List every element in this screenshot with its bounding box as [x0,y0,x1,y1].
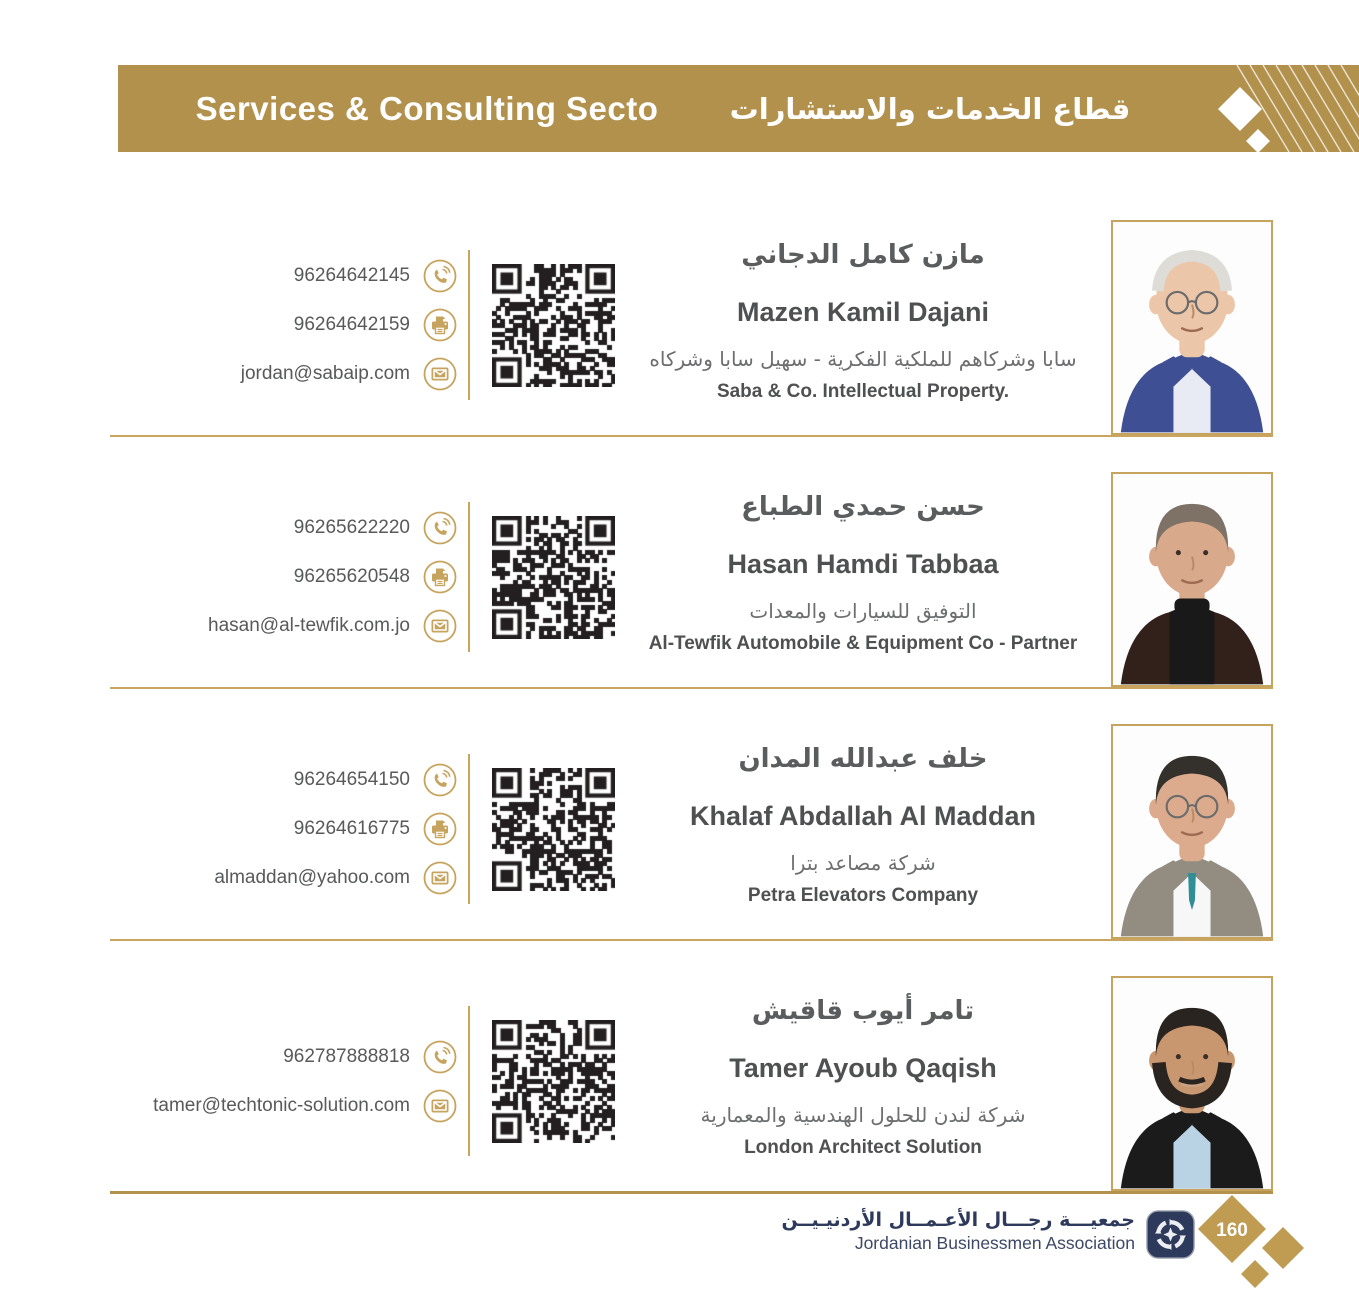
fax-icon [423,308,457,342]
email-row [214,861,457,895]
member-directory [110,152,1273,1194]
member-info [615,971,1111,1191]
section-title-english: Services & Consulting Secto [195,89,659,127]
company-name-english: Al-Tewfik Automobile & Equipment Co - Partner [648,633,1078,654]
member-name-arabic: تامر أيوب قاقيش [751,996,975,1026]
vertical-divider [468,502,470,652]
fax-number: 96264642159 [293,314,410,335]
email-row [208,609,457,643]
company-name-english: Petra Elevators Company [747,885,979,906]
phone-row [294,259,457,293]
company-name-english: Saba & Co. Intellectual Property. [716,381,1010,402]
qr-code [492,768,615,891]
vertical-divider [468,1006,470,1156]
contact-column [110,215,457,435]
phone-number: 96264642145 [293,265,410,286]
phone-icon [423,763,457,797]
email-address[interactable]: tamer@techtonic-solution.com [153,1094,410,1116]
phone-icon [423,259,457,293]
fax-icon [423,560,457,594]
member-photo [1111,724,1273,939]
vertical-divider [468,250,470,400]
phone-icon [423,1040,457,1074]
email-icon [423,357,457,391]
vertical-divider [468,754,470,904]
company-name-arabic: شركة لندن للحلول الهندسية والمعمارية [700,1103,1026,1127]
phone-number: 96264654150 [293,769,410,790]
fax-number: 96264616775 [293,818,410,839]
email-icon [423,1089,457,1123]
member-card [110,689,1273,941]
fax-row [294,560,457,594]
email-icon [423,609,457,643]
section-header-bar [118,65,1359,152]
company-name-english: London Architect Solution [744,1137,982,1158]
phone-row [294,511,457,545]
page-number: 160 [1216,1220,1248,1241]
member-card [110,437,1273,689]
qr-code [492,1020,615,1143]
contact-column [110,719,457,939]
fax-number: 96265620548 [293,566,410,587]
jba-logo [1146,1210,1195,1259]
phone-row [283,1040,457,1074]
qr-code [492,264,615,387]
company-name-arabic: سابا وشركاهم للملكية الفكرية - سهيل سابا وشركاه [649,347,1077,371]
association-name-arabic: جمعيـــة رجـــال الأعـمــال الأردنيـيــن [781,1209,1135,1231]
page-number-diamond [1195,1192,1320,1297]
phone-icon [423,511,457,545]
company-name-arabic: التوفيق للسيارات والمعدات [749,599,977,623]
member-info [615,467,1111,687]
contact-column [110,467,457,687]
member-card [110,941,1273,1194]
phone-row [294,763,457,797]
email-icon [423,861,457,895]
email-address[interactable]: jordan@sabaip.com [240,363,410,384]
email-address[interactable]: almaddan@yahoo.com [214,867,410,888]
fax-row [294,308,457,342]
phone-number: 96265622220 [293,517,410,538]
section-title-arabic: قطاع الخدمات والاستشارات [729,91,1131,126]
phone-number: 962787888818 [283,1045,410,1067]
member-card [110,185,1273,437]
fax-row [294,812,457,846]
member-name-arabic: حسن حمدي الطباع [741,492,985,522]
member-photo [1111,976,1273,1191]
member-name-english: Mazen Kamil Dajani [736,297,990,327]
member-name-arabic: خلف عبدالله المدان [738,744,988,774]
association-name-english: Jordanian Businessmen Association [854,1233,1135,1253]
member-photo [1111,472,1273,687]
email-row [241,357,457,391]
member-name-arabic: مازن كامل الدجاني [741,240,985,270]
email-address[interactable]: hasan@al-tewfik.com.jo [208,615,410,636]
email-row [153,1089,457,1123]
member-info [615,215,1111,435]
company-name-arabic: شركة مصاعد بترا [790,851,936,875]
header-diamond-decoration [1209,65,1359,152]
member-name-english: Hasan Hamdi Tabbaa [727,549,999,579]
fax-icon [423,812,457,846]
member-name-english: Khalaf Abdallah Al Maddan [689,801,1037,831]
member-info [615,719,1111,939]
member-photo [1111,220,1273,435]
qr-code [492,516,615,639]
contact-column [110,971,457,1191]
member-name-english: Tamer Ayoub Qaqish [729,1053,997,1083]
association-name [781,1208,1135,1254]
